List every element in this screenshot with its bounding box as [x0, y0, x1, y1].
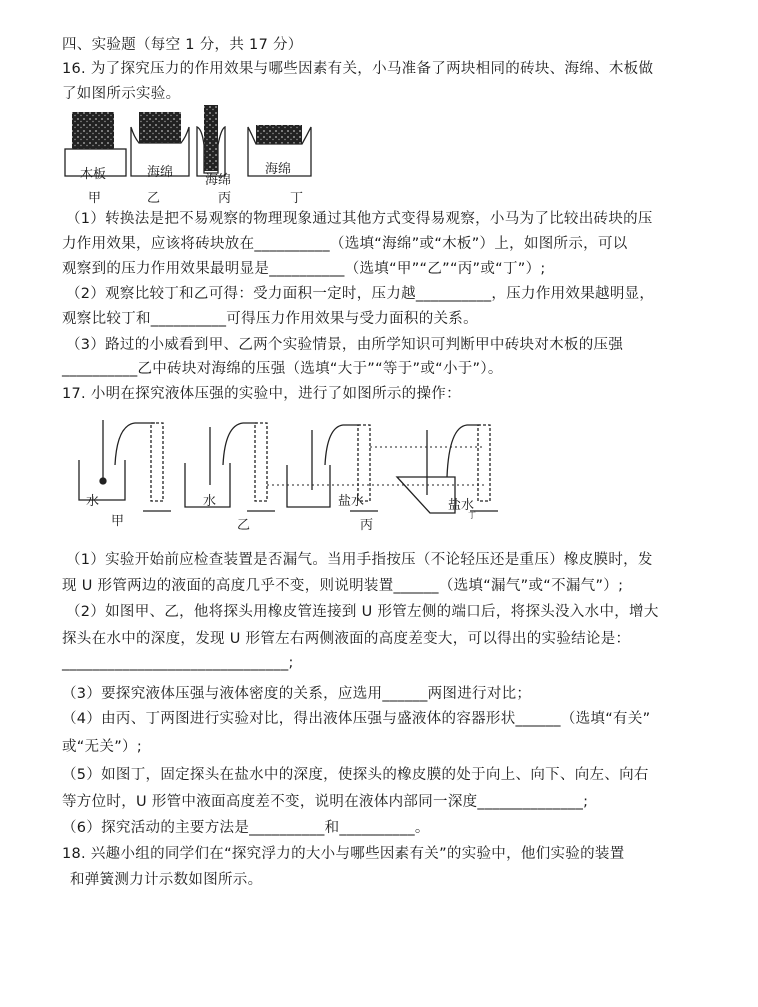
caption-ding-17: 丁 — [468, 511, 476, 520]
q17-part-1a: （1）实验开始前应检查装置是否漏气。当用手指按压（不论轻压还是重压）橡皮膜时，发 — [66, 552, 653, 568]
section-title: 四、实验题（每空 1 分，共 17 分） — [62, 37, 303, 53]
q16-stem-line-1: 16. 为了探究压力的作用效果与哪些因素有关，小马准备了两块相同的砖块、海绵、木板做 — [62, 61, 654, 77]
q17-intro: 17. 小明在探究液体压强的实验中，进行了如图所示的操作： — [62, 386, 461, 402]
liquid-label-bing: 盐水 — [338, 494, 365, 509]
liquid-label-jia: 水 — [86, 494, 100, 509]
q16-part-2a: （2）观察比较丁和乙可得：受力面积一定时，压力越__________，压力作用效果越明显， — [66, 286, 655, 302]
liquid-label-yi: 水 — [203, 494, 217, 509]
board-label-bing: 海绵 — [205, 173, 232, 188]
q18-stem-line-1: 18. 兴趣小组的同学们在“探究浮力的大小与哪些因素有关”的实验中，他们实验的装置 — [62, 846, 625, 862]
q17-part-6: （6）探究活动的主要方法是__________和__________。 — [62, 820, 430, 836]
q16-stem-line-2: 了如图所示实验。 — [62, 86, 181, 102]
q17-part-4b: 或“无关”）; — [62, 739, 143, 755]
q17-part-2b: 探头在水中的深度，发现 U 形管左右两侧液面的高度差变大，可以得出的实验结论是： — [62, 631, 631, 647]
q17-part-2-blank: ______________________________; — [62, 655, 294, 671]
caption-bing-17: 丙 — [360, 518, 374, 533]
setup-bing — [287, 425, 378, 511]
q17-part-5b: 等方位时，U 形管中液面高度差不变，说明在液体内部同一深度______________; — [62, 794, 589, 810]
q17-part-4a: （4）由丙、丁两图进行实验对比，得出液体压强与盛液体的容器形状______（选填“有关” — [62, 711, 651, 727]
q17-part-5a: （5）如图丁，固定探头在盐水中的深度，使探头的橡皮膜的处于向上、向下、向左、向右 — [62, 767, 649, 783]
q16-part-1c: 观察到的压力作用效果最明显是__________（选填“甲”“乙”“丙”或“丁”）; — [62, 261, 546, 277]
liquid-label-ding: 盐水 — [448, 498, 475, 513]
q16-part-2b: 观察比较丁和__________可得压力作用效果与受力面积的关系。 — [62, 311, 478, 327]
caption-bing: 丙 — [218, 191, 232, 206]
caption-ding: 丁 — [290, 191, 304, 206]
q16-part-1a: （1）转换法是把不易观察的物理现象通过其他方式变得易观察，小马为了比较出砖块的压 — [66, 211, 653, 227]
q16-part-3b: __________乙中砖块对海绵的压强（选填“大于”“等于”或“小于”）。 — [62, 361, 503, 377]
q18-stem-line-2: 和弹簧测力计示数如图所示。 — [70, 872, 263, 888]
q16-part-1b: 力作用效果，应该将砖块放在__________（选填“海绵”或“木板”）上，如图所示，可以 — [62, 236, 628, 252]
board-label-yi: 海绵 — [147, 165, 174, 180]
board-label-ding: 海绵 — [265, 162, 292, 177]
brick-bing — [197, 105, 225, 176]
caption-yi-17: 乙 — [237, 518, 251, 533]
q16-part-3a: （3）路过的小威看到甲、乙两个实验情景，由所学知识可判断甲中砖块对木板的压强 — [66, 337, 624, 353]
caption-yi: 乙 — [147, 191, 161, 206]
q17-part-3: （3）要探究液体压强与液体密度的关系，应选用______两图进行对比； — [62, 686, 532, 702]
q17-part-2a: （2）如图甲、乙，他将探头用橡皮管连接到 U 形管左侧的端口后，将探头没入水中，增大 — [66, 604, 659, 620]
caption-jia-17: 甲 — [111, 514, 125, 529]
board-label-jia: 木板 — [80, 167, 107, 182]
setup-yi — [185, 423, 275, 511]
caption-jia: 甲 — [88, 191, 102, 206]
q17-part-1b: 现 U 形管两边的液面的高度几乎不变，则说明装置______（选填“漏气”或“不漏气”）; — [62, 578, 624, 594]
